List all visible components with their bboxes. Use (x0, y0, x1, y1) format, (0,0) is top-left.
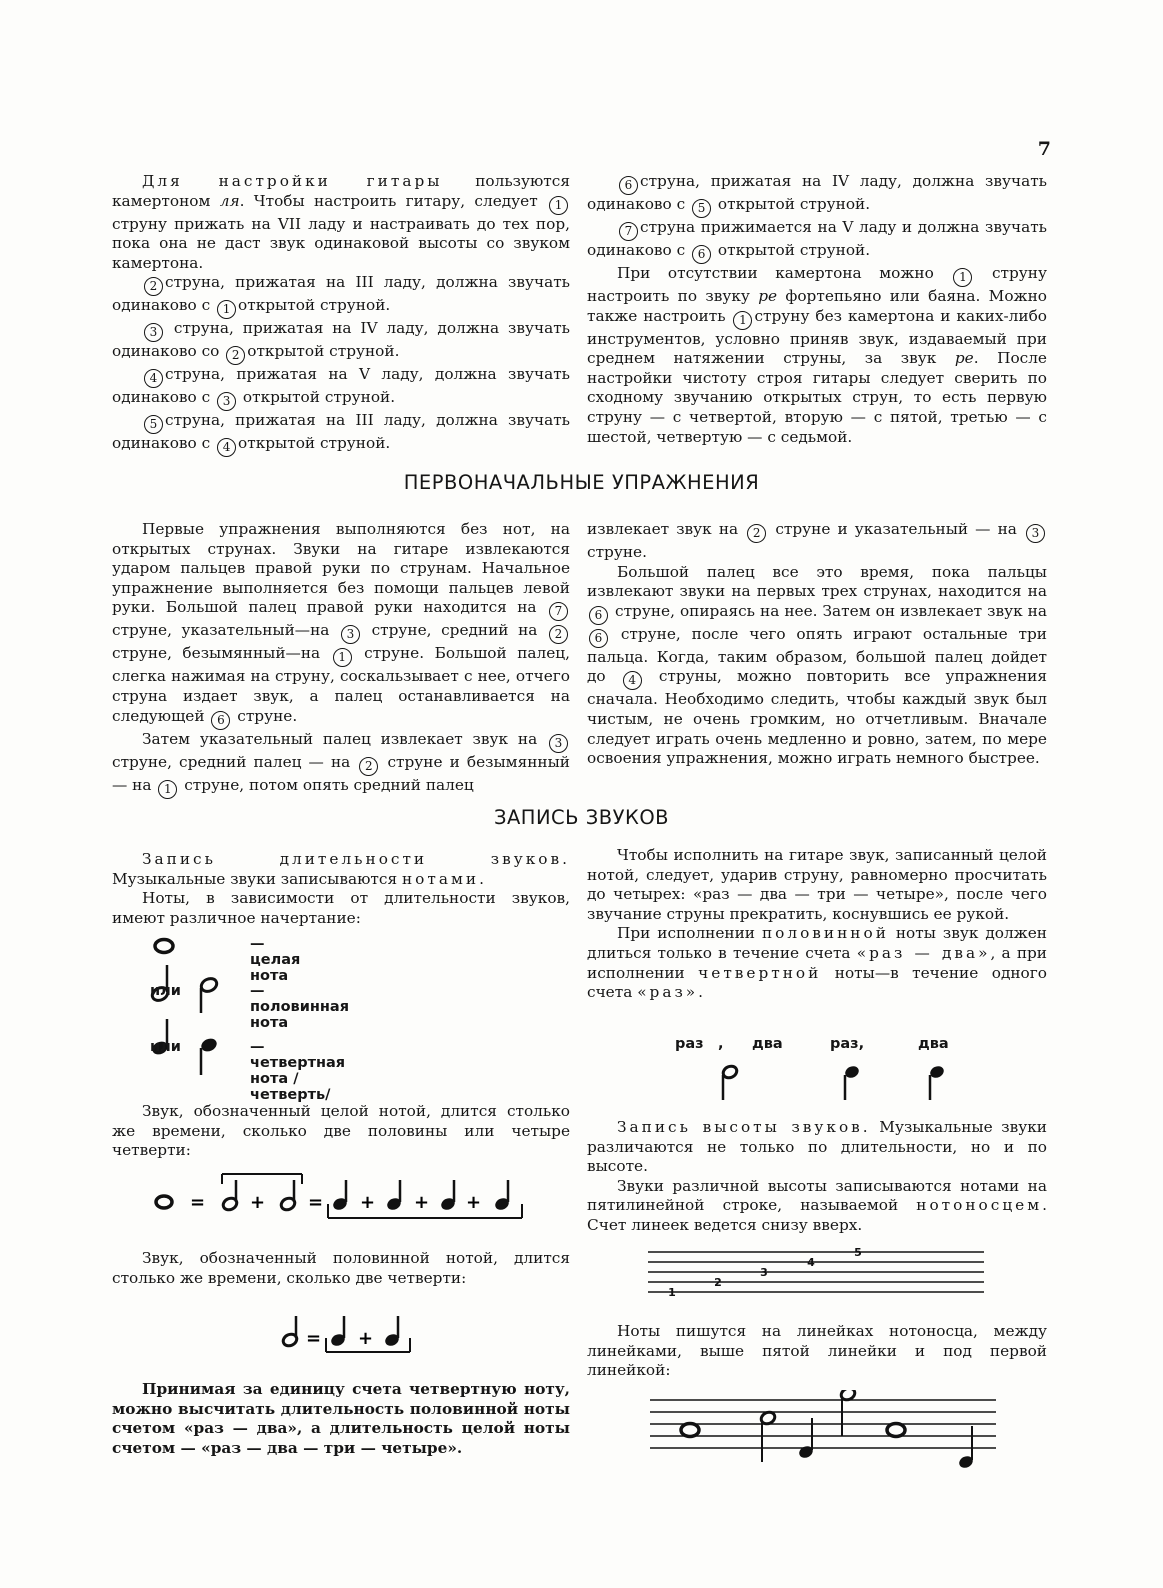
string-number-circle: 4 (144, 369, 163, 388)
exercise-paragraph: извлекает звук на 2 струне и указательный — на 3 струне. (587, 520, 1047, 563)
quarter-note-stem-down-icon (843, 1064, 860, 1100)
staff-number: 4 (807, 1256, 815, 1269)
notation-paragraph: Чтобы исполнить на гитаре звук, записанный целой нотой, следует, ударив струну, равномерно просчитать до четырех: «раз — два — три — четыре», после чего звучание струны прекратить, коснувшись ее рукой. (587, 846, 1047, 923)
count-notes (700, 1060, 960, 1110)
svg-text:=: = (190, 1192, 206, 1213)
tuning-right-column (587, 172, 1047, 447)
string-number-circle: 1 (549, 196, 568, 215)
notation-left-column (112, 850, 570, 928)
svg-text:=: = (306, 1328, 322, 1349)
string-number-circle: 7 (619, 222, 638, 241)
tuning-paragraph: Для настройки гитары пользуются камертоном ля. Чтобы настроить гитару, следует 1 струну прижать на VII ладу и настраивать до тех пор, пока она не даст звук одинаковой высоты со звуком камертона. (112, 172, 570, 272)
string-number-circle: 6 (619, 176, 638, 195)
tuning-paragraph: 3 струна, прижатая на IV ладу, должна звучать одинаково со 2 открытой струной. (112, 319, 570, 365)
notation-paragraph: Звук, обозначенный половинной нотой, длится столько же времени, сколько две четверти: (112, 1249, 570, 1287)
string-number-circle: 5 (144, 415, 163, 434)
notation-paragraph: Ноты пишутся на линейках нотоносца, между линейками, выше пятой линейки и под первой линейкой: (587, 1322, 1047, 1380)
notation-right-column-2 (587, 1118, 1047, 1236)
staff-number: 2 (714, 1276, 722, 1289)
string-number-circle: 3 (341, 625, 360, 644)
svg-text:+: + (358, 1328, 374, 1349)
notation-paragraph: Запись длительности звуков. Музыкальные звуки записываются нотами. (112, 850, 570, 888)
string-number-circle: 5 (692, 199, 711, 218)
section-heading-notation: ЗАПИСЬ ЗВУКОВ (493, 806, 670, 829)
string-number-circle: 3 (144, 323, 163, 342)
notation-left-column-4 (112, 1380, 570, 1458)
half-equals-equation (278, 1308, 418, 1358)
quarter-note-stem-down-icon (928, 1064, 945, 1100)
string-number-circle: 2 (144, 277, 163, 296)
string-number-circle: 1 (158, 780, 177, 799)
notation-paragraph: Принимая за единицу счета четвертную ноту, можно высчитать длительность половинной ноты счетом «раз — два», а длительность целой ноты счетом — «раз — два — три — четыре». (112, 1380, 570, 1457)
tuning-paragraph: 4 струна, прижатая на V ладу, должна звучать одинаково с 3 открытой струной. (112, 365, 570, 411)
staff-notes-example (650, 1390, 1000, 1480)
exercises-right-column (587, 520, 1047, 769)
section-heading-exercises: ПЕРВОНАЧАЛЬНЫЕ УПРАЖНЕНИЯ (403, 471, 760, 494)
notation-paragraph: Запись высоты звуков. Музыкальные звуки различаются не только по длительности, но и по высоте. (587, 1118, 1047, 1176)
exercise-paragraph: Большой палец все это время, пока пальцы извлекают звуки на первых трех струнах, находится на 6 струне, опираясь на нее. Затем он извлекает звук на 6 струне, после чего опять играют остальные три пальца. Когда, таким образом, большой палец дойдет до 4 струны, можно повторить все упражнения сначала. Необходимо следить, чтобы каждый звук был чистым, не очень громким, но отчетливым. Вначале следует играть очень медленно и ровно, затем, по мере освоения упражнения, можно играть немного быстрее. (587, 562, 1047, 768)
string-number-circle: 2 (747, 524, 766, 543)
alt-note-shapes (195, 975, 225, 1085)
notation-paragraph: Звуки различной высоты записываются нотами на пятилинейной строке, называемой нотоносцем. Счет линеек ведется снизу вверх. (587, 1176, 1047, 1234)
notation-right-column (587, 846, 1047, 1003)
count-labels: раз , два раз, два (675, 1036, 949, 1052)
svg-text:=: = (308, 1192, 324, 1213)
notation-left-column-3 (112, 1249, 570, 1288)
string-number-circle: 2 (359, 757, 378, 776)
exercise-paragraph: Затем указательный палец извлекает звук на 3 струне, средний палец — на 2 струне и безымянный — на 1 струне, потом опять средний палец (112, 730, 570, 799)
string-number-circle: 3 (549, 734, 568, 753)
exercises-left-column (112, 520, 570, 799)
half-note-stem-down-icon (199, 976, 219, 1013)
notation-paragraph: При исполнении половинной ноты звук должен длиться только в течение счета «раз — два», а при исполнении четвертной ноты—в течение одного счета «раз». (587, 924, 1048, 1002)
svg-text:+: + (360, 1192, 376, 1213)
exercise-paragraph: Первые упражнения выполняются без нот, на открытых струнах. Звуки на гитаре извлекаются ударом пальцев правой руки по струнам. Начальное упражнение выполняется без помощи пальцев левой руки. Большой палец правой руки находится на 7 струне, указательный—на 3 струне, средний на 2 струне, безымянный—на 1 струне. Большой палец, слегка нажимая на струну, соскальзывает с нее, отчего струна издает звук, а палец останавливается на следующей 6 струне. (112, 520, 570, 730)
string-number-circle: 3 (1026, 524, 1045, 543)
notation-paragraph: Ноты, в зависимости от длительности звуков, имеют различное начертание: (112, 889, 570, 927)
string-number-circle: 1 (217, 300, 236, 319)
tuning-left-column (112, 172, 570, 457)
staff-number: 3 (760, 1266, 768, 1279)
notation-left-column-2 (112, 1102, 570, 1161)
string-number-circle: 2 (226, 346, 245, 365)
staff-number: 1 (668, 1286, 676, 1299)
tuning-paragraph: 6 струна, прижатая на IV ладу, должна звучать одинаково с 5 открытой струной. (587, 172, 1047, 218)
string-number-circle: 2 (549, 625, 568, 644)
string-number-circle: 4 (217, 438, 236, 457)
string-number-circle: 1 (953, 268, 972, 287)
svg-text:+: + (466, 1192, 482, 1213)
tuning-paragraph: 5 струна, прижатая на III ладу, должна звучать одинаково с 4 открытой струной. (112, 411, 570, 457)
notation-right-column-3 (587, 1322, 1047, 1381)
notation-paragraph: Звук, обозначенный целой нотой, длится столько же времени, сколько две половины или четыре четверти: (112, 1102, 570, 1160)
string-number-circle: 1 (333, 648, 352, 667)
string-number-circle: 3 (217, 392, 236, 411)
string-number-circle: 1 (733, 311, 752, 330)
half-note-stem-down-icon (721, 1064, 738, 1100)
tuning-paragraph: При отсутствии камертона можно 1 струну настроить по звуку ре фортепьяно или баяна. Можно также настроить 1 струну без камертона и каких-либо инструментов, условно приняв звук, издаваемый при среднем натяжении струны, за звук ре. После настройки чистоту строя гитары следует сверить по сходному звучанию открытых струн, то есть первую струну — с четвертой, вторую — с пятой, третью — с шестой, четвертую — с седьмой. (587, 264, 1047, 446)
string-number-circle: 4 (623, 671, 642, 690)
string-number-circle: 6 (589, 606, 608, 625)
whole-equals-equation (150, 1166, 530, 1226)
page-number: 7 (1037, 138, 1051, 160)
string-number-circle: 6 (589, 629, 608, 648)
svg-text:+: + (250, 1192, 266, 1213)
string-number-circle: 6 (692, 245, 711, 264)
tuning-paragraph: 2 струна, прижатая на III ладу, должна звучать одинаково с 1 открытой струной. (112, 273, 570, 319)
staff-line-numbers (648, 1244, 988, 1304)
string-number-circle: 6 (211, 711, 230, 730)
staff-number: 5 (854, 1246, 862, 1259)
tuning-paragraph: 7 струна прижимается на V ладу и должна звучать одинаково с 6 открытой струной. (587, 218, 1047, 264)
svg-text:+: + (414, 1192, 430, 1213)
whole-note-icon (155, 940, 173, 953)
string-number-circle: 7 (549, 602, 568, 621)
